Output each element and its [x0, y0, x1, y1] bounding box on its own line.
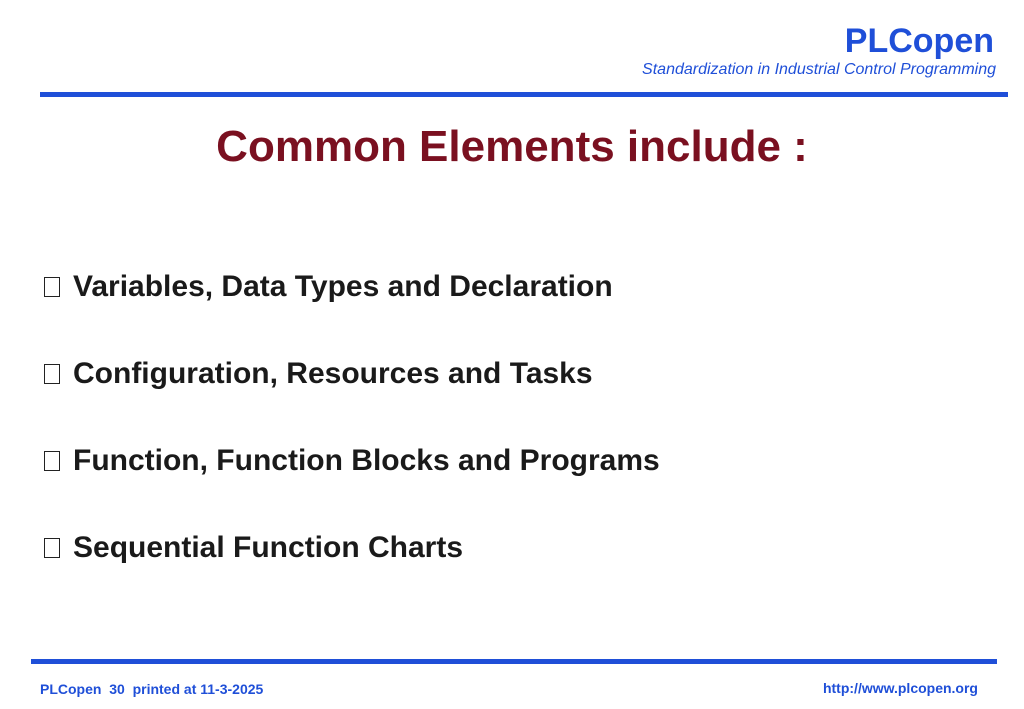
footer-url: http://www.plcopen.org: [822, 680, 978, 696]
footer-divider: [31, 659, 997, 664]
brand-tagline: Standardization in Industrial Control Programming: [642, 61, 996, 78]
bullet-label: Configuration, Resources and Tasks: [73, 357, 593, 390]
square-bullet-icon: [44, 451, 60, 471]
footer-page-info: PLCopen 30 printed at 11-3-2025: [40, 681, 264, 697]
square-bullet-icon: [44, 277, 60, 297]
bullet-label: Sequential Function Charts: [73, 531, 464, 564]
bullet-item: [40, 442, 660, 480]
square-bullet-icon: [44, 364, 60, 384]
bullet-label: Variables, Data Types and Declaration: [73, 270, 613, 303]
bullet-item: [40, 355, 660, 393]
brand-logo-text: PLCopen: [844, 22, 994, 60]
header-divider: [40, 92, 1008, 97]
square-bullet-icon: [44, 538, 60, 558]
bullet-label: Function, Function Blocks and Programs: [73, 444, 660, 477]
bullet-item: [40, 268, 660, 306]
bullet-item: [40, 529, 660, 567]
bullet-list: [40, 268, 660, 616]
slide-title: Common Elements include :: [216, 122, 808, 171]
